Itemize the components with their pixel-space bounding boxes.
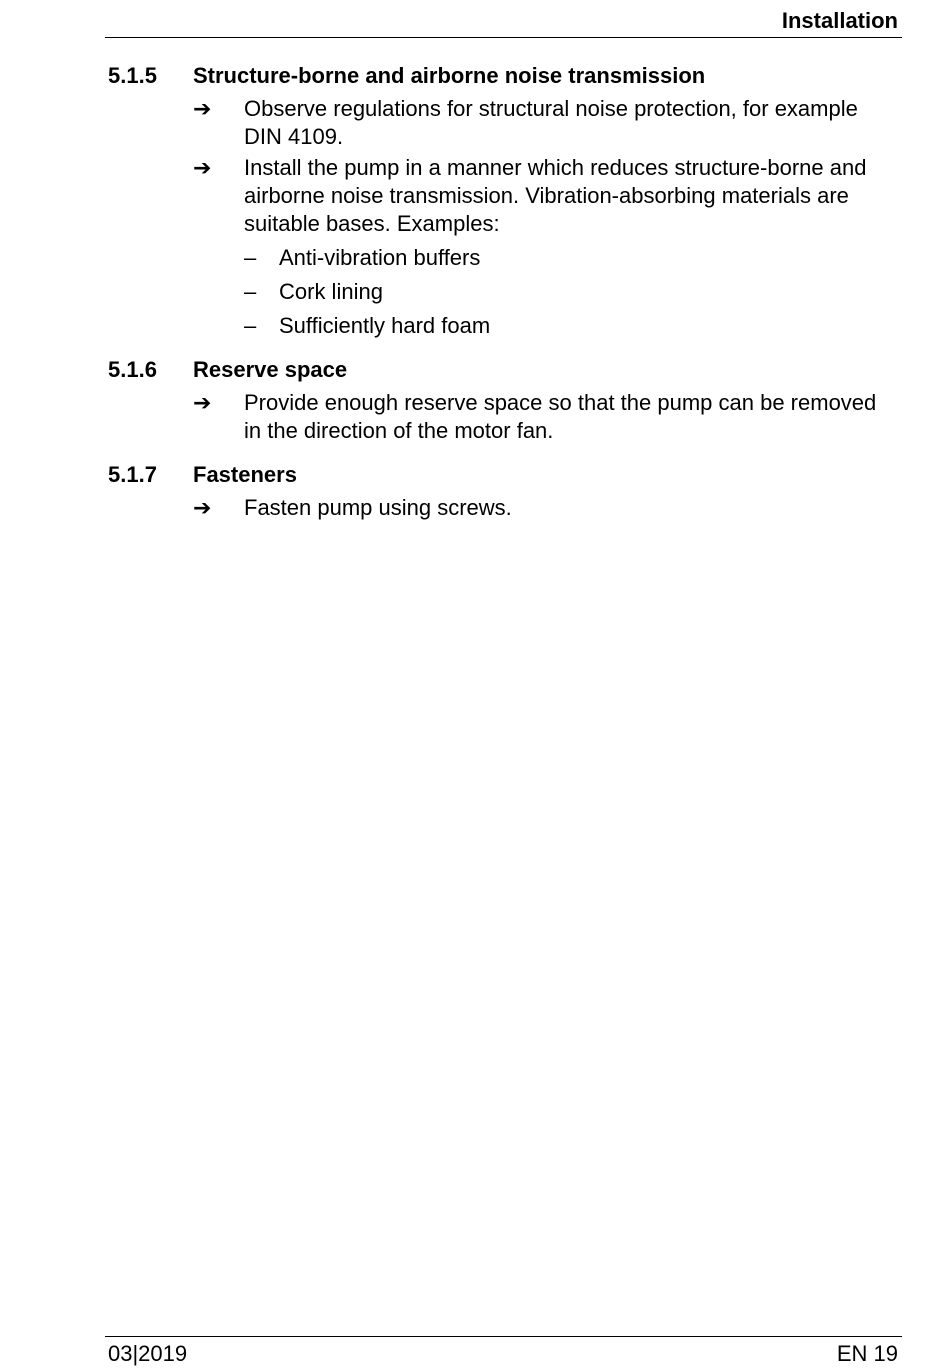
- instruction-step: [193, 389, 898, 445]
- dash-bullet: –: [244, 245, 257, 270]
- section-5-1-6: [108, 354, 898, 445]
- footer-divider: [105, 1336, 902, 1337]
- section-5-1-5: [108, 60, 898, 340]
- right-arrow-icon: ➔: [193, 155, 212, 180]
- section-number: 5.1.5: [108, 63, 157, 88]
- section-number: 5.1.6: [108, 357, 157, 382]
- step-text: Fasten pump using screws.: [244, 495, 512, 520]
- right-arrow-icon: ➔: [193, 96, 212, 121]
- footer-date: 03|2019: [108, 1341, 188, 1366]
- list-item-text: Cork lining: [279, 279, 383, 304]
- section-title: Fasteners: [193, 462, 297, 487]
- document-body: [108, 60, 898, 536]
- list-item: [244, 278, 898, 306]
- list-item: [244, 312, 898, 340]
- page-header-title: Installation: [781, 8, 898, 33]
- right-arrow-icon: ➔: [193, 390, 212, 415]
- list-item-text: Anti-vibration buffers: [279, 245, 481, 270]
- section-5-1-7: [108, 459, 898, 522]
- section-heading: [108, 354, 898, 386]
- section-title: Structure-borne and airborne noise transmission: [193, 63, 706, 88]
- section-heading: [108, 459, 898, 491]
- right-arrow-icon: ➔: [193, 495, 212, 520]
- instruction-step: [193, 494, 898, 522]
- dash-bullet: –: [244, 313, 257, 338]
- list-item: [244, 244, 898, 272]
- section-heading: [108, 60, 898, 92]
- footer-page-number: EN 19: [836, 1341, 898, 1366]
- dash-bullet: –: [244, 279, 257, 304]
- section-number: 5.1.7: [108, 462, 157, 487]
- instruction-step: [193, 154, 898, 238]
- instruction-step: [193, 95, 898, 151]
- section-title: Reserve space: [193, 357, 348, 382]
- list-item-text: Sufficiently hard foam: [279, 313, 491, 338]
- step-text: Observe regulations for structural noise protection, for example DIN 4109.: [244, 96, 858, 149]
- header-divider: [105, 37, 902, 38]
- step-text: Provide enough reserve space so that the pump can be removed in the direction of the motor fan.: [244, 390, 877, 443]
- step-text: Install the pump in a manner which reduces structure-borne and airborne noise transmission. Vibration-absorbing materials are suitable bases. Examples:: [244, 155, 867, 236]
